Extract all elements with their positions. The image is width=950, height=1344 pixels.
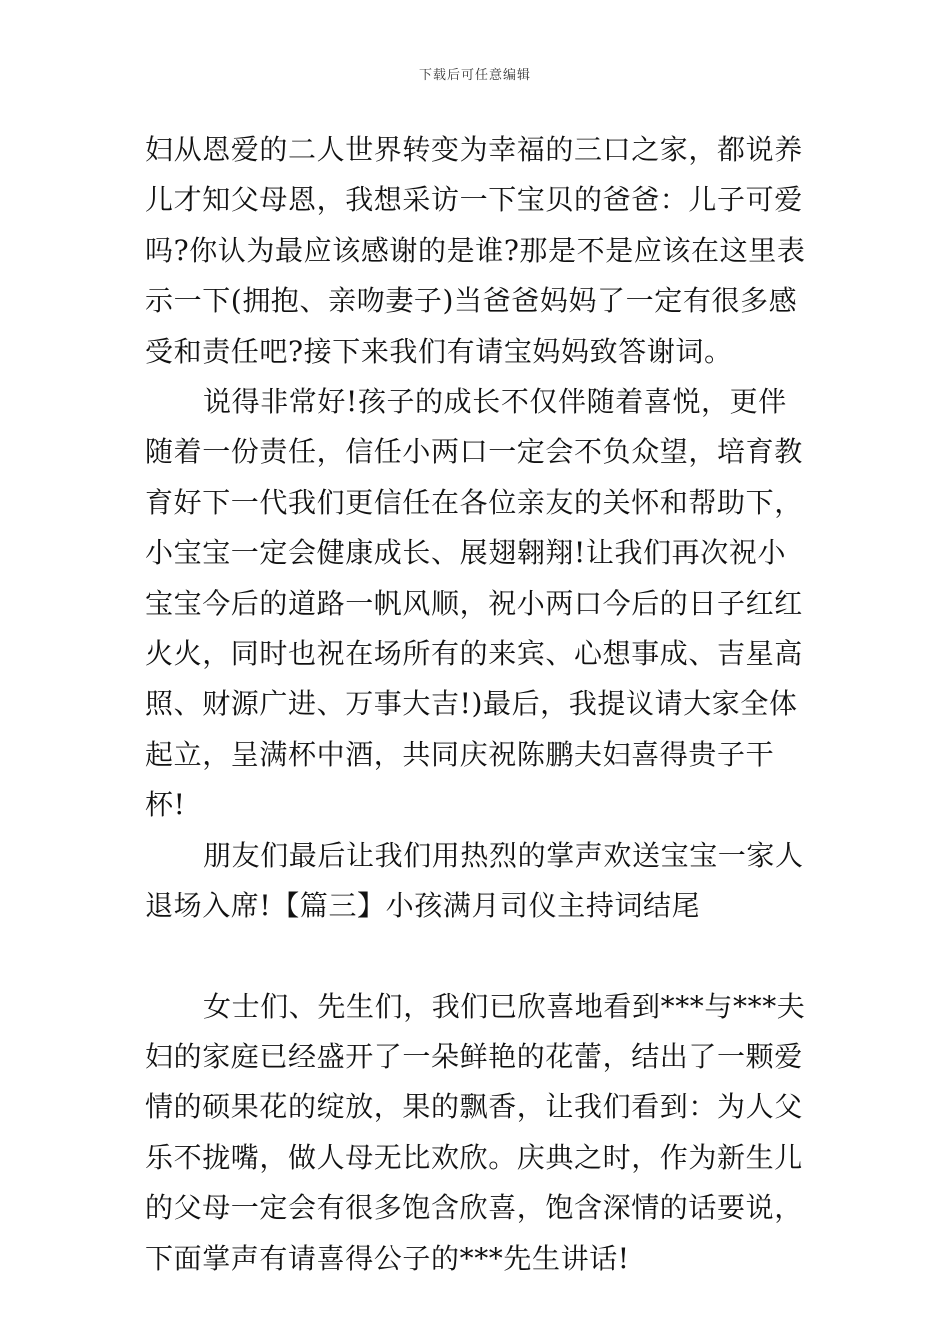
paragraph-3: 朋友们最后让我们用热烈的掌声欢送宝宝一家人退场入席!【篇三】小孩满月司仪主持词结尾 bbox=[145, 838, 804, 923]
paragraph-2: 说得非常好!孩子的成长不仅伴随着喜悦，更伴随着一份责任，信任小两口一定会不负众望，培育教育好下一代我们更信任在各位亲友的关怀和帮助下，小宝宝一定会健康成长、展翅翱翔!让我们再次祝小宝宝今后的道路一帆风顺，祝小两口今后的日子红红火火，同时也祝在场所有的来宾、心想事成、吉星高照、财源广进、万事大吉!)最后，我提议请大家全体起立，呈满杯中酒，共同庆祝陈鹏夫妇喜得贵子干杯! bbox=[145, 385, 803, 822]
paragraph-1: 妇从恩爱的二人世界转变为幸福的三口之家，都说养儿才知父母恩，我想采访一下宝贝的爸爸：儿子可爱吗?你认为最应该感谢的是谁?那是不是应该在这里表示一下(拥抱、亲吻妻子)当爸爸妈妈了一定有很多感受和责任吧?接下来我们有请宝妈妈致答谢词。 bbox=[145, 133, 806, 368]
page-header: 下载后可任意编辑 bbox=[418, 68, 531, 83]
document-body bbox=[145, 125, 810, 1284]
paragraph-4: 女士们、先生们，我们已欣喜地看到***与***夫妇的家庭已经盛开了一朵鲜艳的花蕾，结出了一颗爱情的硕果花的绽放，果的飘香，让我们看到：为人父乐不拢嘴，做人母无比欢欣。庆典之时，作为新生儿的父母一定会有很多饱含欣喜，饱含深情的话要说，下面掌声有请喜得公子的***先生讲话! bbox=[145, 989, 806, 1275]
paragraph-spacer bbox=[145, 932, 810, 982]
